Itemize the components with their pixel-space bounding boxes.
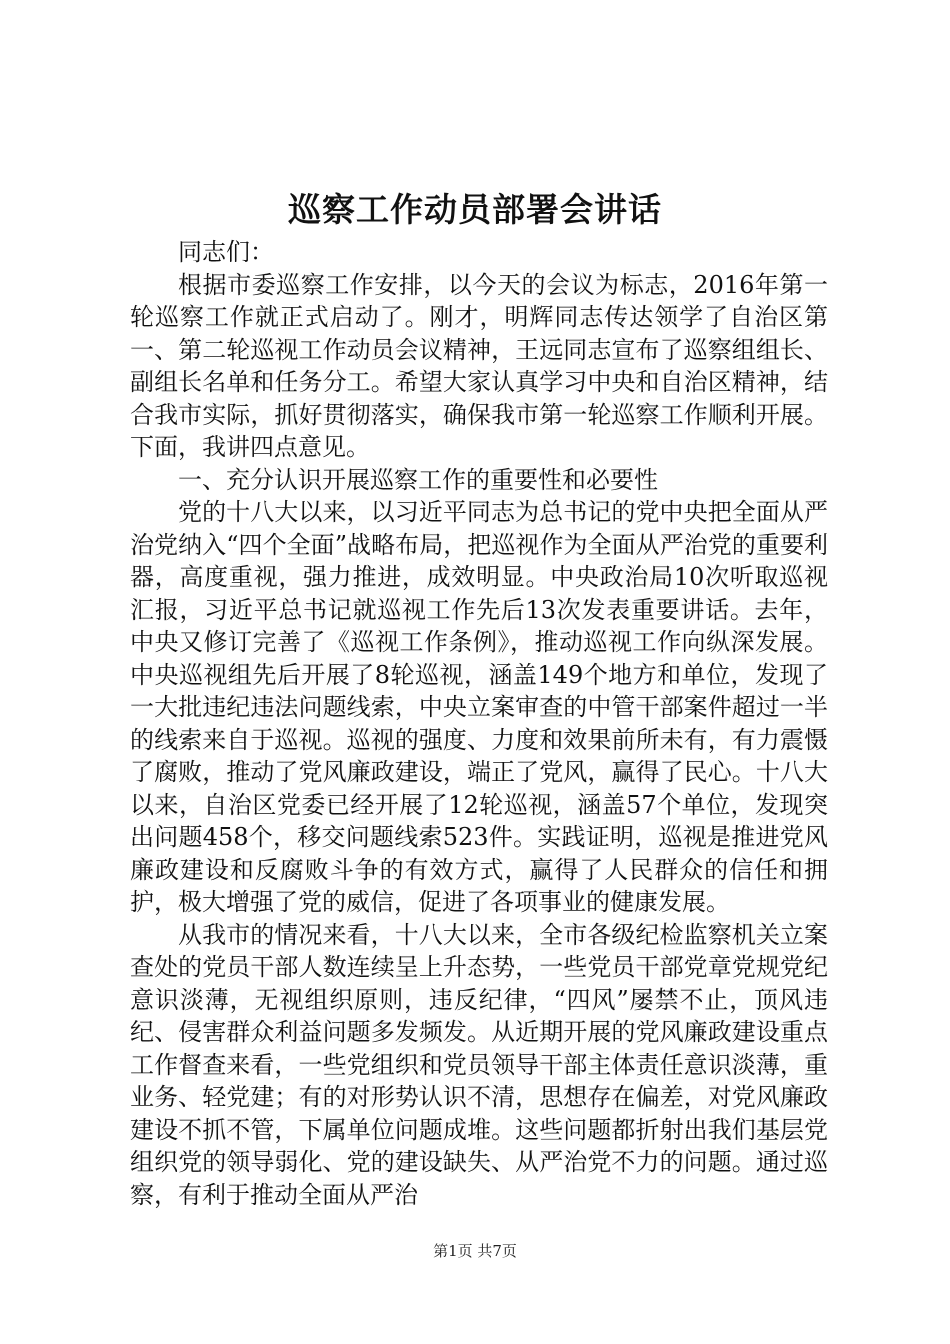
document-title: 巡察工作动员部署会讲话: [288, 190, 662, 229]
document-body: [130, 236, 828, 1211]
page-footer: 第1页 共7页: [433, 1242, 517, 1260]
paragraph-national: 党的十八大以来，以习近平同志为总书记的党中央把全面从严治党纳入“四个全面”战略布局，把巡视作为全面从严治党的重要利器，高度重视，强力推进，成效明显。中央政治局10次听取巡视汇报，习近平总书记就巡视工作先后13次发表重要讲话。去年，中央又修订完善了《巡视工作条例》，推动巡视工作向纵深发展。中央巡视组先后开展了8轮巡视，涵盖149个地方和单位，发现了一大批违纪违法问题线索，中央立案审查的中管干部案件超过一半的线索来自于巡视。巡视的强度、力度和效果前所未有，有力震慑了腐败，推动了党风廉政建设，端正了党风，赢得了民心。十八大以来，自治区党委已经开展了12轮巡视，涵盖57个单位，发现突出问题458个，移交问题线索523件。实践证明，巡视是推进党风廉政建设和反腐败斗争的有效方式，赢得了人民群众的信任和拥护，极大增强了党的威信，促进了各项事业的健康发展。: [130, 498, 828, 916]
paragraph-local: 从我市的情况来看，十八大以来，全市各级纪检监察机关立案查处的党员干部人数连续呈上升态势，一些党员干部党章党规党纪意识淡薄，无视组织原则，违反纪律，“四风”屡禁不止，顶风违纪、侵害群众利益问题多发频发。从近期开展的党风廉政建设重点工作督查来看，一些党组织和党员领导干部主体责任意识淡薄，重业务、轻党建；有的对形势认识不清，思想存在偏差，对党风廉政建设不抓不管，下属单位问题成堆。这些问题都折射出我们基层党组织党的领导弱化、党的建设缺失、从严治党不力的问题。通过巡察，有利于推动全面从严治: [130, 920, 828, 1209]
salutation: 同志们：: [178, 238, 274, 266]
section-heading-1: 一、充分认识开展巡察工作的重要性和必要性: [178, 465, 658, 494]
paragraph-intro: 根据市委巡察工作安排，以今天的会议为标志，2016年第一轮巡察工作就正式启动了。刚才，明辉同志传达领学了自治区第一、第二轮巡视工作动员会议精神，王远同志宣布了巡察组组长、副组长名单和任务分工。希望大家认真学习中央和自治区精神，结合我市实际，抓好贯彻落实，确保我市第一轮巡察工作顺利开展。下面，我讲四点意见。: [130, 270, 828, 461]
